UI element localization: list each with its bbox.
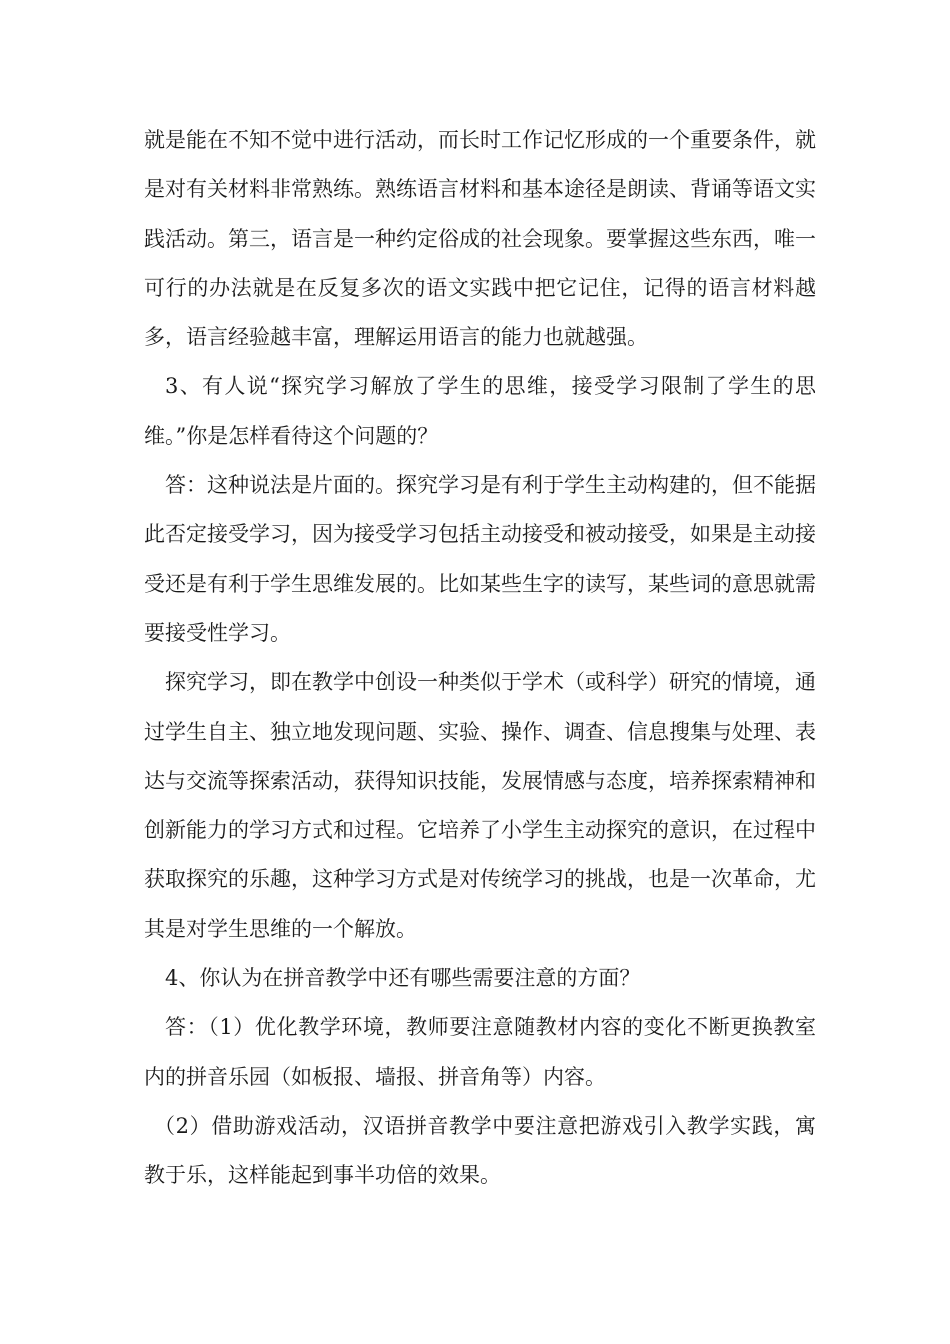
inquiry-learning-paragraph: 探究学习，即在教学中创设一种类似于学术（或科学）研究的情境，通过学生自主、独立地发现问题、实验、操作、调查、信息搜集与处理、表达与交流等探索活动，获得知识技能，发展情感与态度，培养探索精神和创新能力的学习方式和过程。它培养了小学生主动探究的意识，在过程中获取探究的乐趣，这种学习方式是对传统学习的挑战，也是一次革命，尤其是对学生思维的一个解放。 [144, 670, 816, 941]
document-body [144, 116, 816, 1201]
paragraph-continuation: 就是能在不知不觉中进行活动，而长时工作记忆形成的一个重要条件，就是对有关材料非常熟练。熟练语言材料和基本途径是朗读、背诵等语文实践活动。第三，语言是一种约定俗成的社会现象。要掌握这些东西，唯一可行的办法就是在反复多次的语文实践中把它记住，记得的语言材料越多，语言经验越丰富，理解运用语言的能力也就越强。 [144, 128, 816, 350]
answer-4-item-2: （2）借助游戏活动，汉语拼音教学中要注意把游戏引入教学实践，寓教于乐，这样能起到事半功倍的效果。 [144, 1113, 816, 1188]
question-3: 3、有人说“探究学习解放了学生的思维，接受学习限制了学生的思维。”你是怎样看待这个问题的？ [144, 374, 816, 448]
answer-4-item-1: 答：（1）优化教学环境，教师要注意随教材内容的变化不断更换教室内的拼音乐园（如板报、墙报、拼音角等）内容。 [144, 1015, 816, 1089]
answer-3: 答：这种说法是片面的。探究学习是有利于学生主动构建的，但不能据此否定接受学习，因为接受学习包括主动接受和被动接受，如果是主动接受还是有利于学生思维发展的。比如某些生字的读写，某些词的意思就需要接受性学习。 [144, 473, 816, 645]
question-4: 4、你认为在拼音教学中还有哪些需要注意的方面？ [165, 966, 641, 991]
